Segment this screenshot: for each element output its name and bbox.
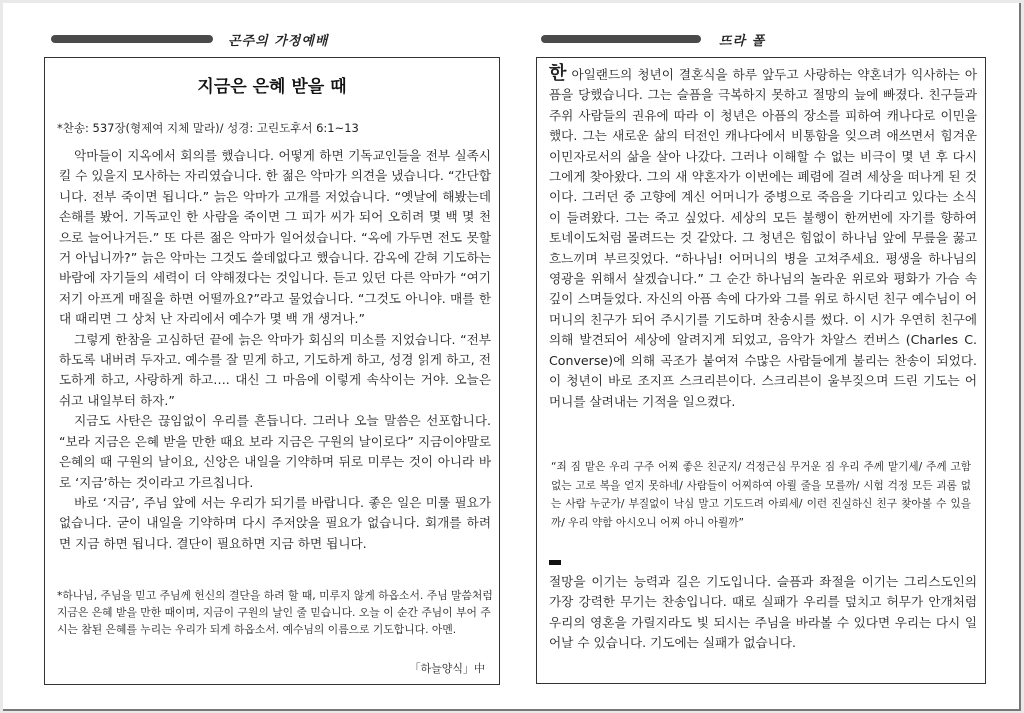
story-body <box>549 64 977 412</box>
drop-cap: 한 <box>549 63 567 84</box>
sermon-paragraph: 악마들이 지옥에서 회의를 했습니다. 어떻게 하면 기독교인들을 전부 실족시킬 수 있을지 모사하는 자리였습니다. 한 젊은 악마가 의견을 냈습니다. “간단합니다. 전부 죽이면 됩니다.” 늙은 악마가 고개를 저었습니다. “옛날에 해봤는데 손해를 봤어. 기독교인 한 사람을 죽이면 그 피가 씨가 되어 오히려 몇 백 몇 천으로 늘어나거든.” 또 다른 젊은 악마가 일어섰습니다. “옥에 가두면 전도 못할 거 아닙니까?” 늙은 악마는 그것도 쓸데없다고 했습니다. 감옥에 갇혀 기도하는 바람에 자기들의 세력이 더 약해졌다는 것입니다. 듣고 있던 다른 악마가 “여기저기 아프게 매질을 하면 어떨까요?”라고 물었습니다. “그것도 아니야. 매를 한 대 때리면 그 상처 난 자리에서 예수가 몇 백 개 생겨나.” <box>59 148 491 327</box>
page <box>3 3 1021 711</box>
source-citation: 「하늘양식」中 <box>409 662 485 675</box>
right-article-box <box>536 57 986 684</box>
right-header-bar <box>541 35 701 43</box>
sermon-paragraph: 지금도 사탄은 끊임없이 우리를 흔듭니다. 그러나 오늘 말씀은 선포합니다. “보라 지금은 은혜 받을 만한 때요 보라 지금은 구원의 날이로다” 지금이야말로 은혜의 때 구원의 날이요, 신앙은 내일을 기약하며 뒤로 미루는 것이 아니라 바로 ‘지금’하는 것이라고 가르칩니다. <box>59 413 491 490</box>
left-header-bar <box>51 35 213 43</box>
section-marker <box>549 560 561 565</box>
left-header-title: 곤주의 가정예배 <box>228 34 329 49</box>
right-header-title: 뜨라 폴 <box>719 34 766 49</box>
sermon-body <box>59 146 491 554</box>
left-article-box <box>44 57 500 685</box>
scripture-reference: *찬송: 537장(형제여 지체 말라)/ 성경: 고린도후서 6:1~13 <box>57 121 359 135</box>
article-title: 지금은 은혜 받을 때 <box>197 77 347 97</box>
hymn-lyrics: “죄 짐 맡은 우리 구주 어찌 좋은 친군지/ 걱정근심 무거운 짐 우리 주께 맡기세/ 주께 고함 없는 고로 복을 얻지 못하네/ 사람들이 어찌하여 아뢸 줄을 모를까/ 시험 걱정 모든 괴롬 없는 사람 누군가/ 부질없이 낙심 말고 기도드려 아뢰세/ 이런 진실하신 친구 찾아볼 수 있을까/ 우리 약함 아시오니 어찌 아니 아뢸까” <box>551 461 971 529</box>
story-text: 아일랜드의 청년이 결혼식을 하루 앞두고 사랑하는 약혼녀가 익사하는 아픔을 당했습니다. 그는 슬픔을 극복하지 못하고 절망의 늪에 빠졌다. 친구들과 주위 사람들의 권유에 따라 이 청년은 아픔의 장소를 피하여 캐나다로 이민을 했다. 그는 새로운 삶의 터전인 캐나다에서 비통함을 잊으려 애쓰면서 힘겨운 이민자로서의 삶을 살아 나갔다. 그러나 이해할 수 없는 비극이 몇 년 후 다시 그에게 찾아왔다. 그의 새 약혼자가 이번에는 폐렴에 걸려 세상을 떠나게 된 것이다. 그러던 중 고향에 계신 어머니가 중병으로 죽음을 기다리고 있다는 소식이 들려왔다. 그는 죽고 싶었다. 세상의 모든 불행이 한꺼번에 자기를 향하여 토네이도처럼 몰려드는 것 같았다. 그 청년은 힘없이 하나님 앞에 무릎을 꿇고 흐느끼며 부르짖었다. “하나님! 어머니의 병을 고쳐주세요. 평생을 하나님의 영광을 위해서 살겠습니다.” 그 순간 하나님의 놀라운 위로와 평화가 가슴 속 깊이 스며들었다. 자신의 아픔 속에 다가와 그를 위로 하시던 친구 예수님이 어머니의 친구가 되어 주시기를 기도하며 찬송시를 썼다. 이 시가 우연히 친구에 의해 발견되어 세상에 알려지게 되었고, 음악가 차알스 컨버스 (Charles C. Converse)에 의해 곡조가 붙여져 수많은 사람들에게 불리는 찬송이 되었다. 이 청년이 바로 조지프 스크리븐이다. 스크리븐이 울부짖으며 드린 기도는 어머니를 살려내는 기적을 일으켰다. <box>549 67 977 409</box>
sermon-paragraph: 그렇게 한참을 고심하던 끝에 늙은 악마가 회심의 미소를 지었습니다. “전부 하도록 내버려 두자고. 예수를 잘 믿게 하고, 기도하게 하고, 성경 읽게 하고, 전도하게 하고, 사랑하게 하고…. 대신 그 마음에 이렇게 속삭이는 거야. 오늘은 쉬고 내일부터 하자.” <box>59 331 491 408</box>
closing-prayer: *하나님, 주님을 믿고 주님께 헌신의 결단을 하려 할 때, 미루지 않게 하옵소서. 주님 말씀처럼 지금은 은혜 받을 만한 때이며, 지금이 구원의 날인 줄 믿습니다. 오늘 이 순간 주님이 부어 주시는 참된 은혜를 누리는 우리가 되게 하옵소서. 예수님의 이름으로 기도합니다. 아멘. <box>57 589 493 636</box>
closing-paragraph: 절망을 이기는 능력과 길은 기도입니다. 슬픔과 좌절을 이기는 그리스도인의 가장 강력한 무기는 찬송입니다. 때로 실패가 우리를 덮치고 허무가 안개처럼 우리의 영혼을 가릴지라도 빛 되시는 주님을 바라볼 수 있다면 우리는 다시 일어날 수 있습니다. 기도에는 실패가 없습니다. <box>549 574 977 651</box>
sermon-paragraph: 바로 ‘지금’, 주님 앞에 서는 우리가 되기를 바랍니다. 좋은 일은 미룰 필요가 없습니다. 굳이 내일을 기약하며 다시 주저앉을 필요가 없습니다. 회개를 하려면 지금 하면 됩니다. 결단이 필요하면 지금 하면 됩니다. <box>59 494 491 551</box>
